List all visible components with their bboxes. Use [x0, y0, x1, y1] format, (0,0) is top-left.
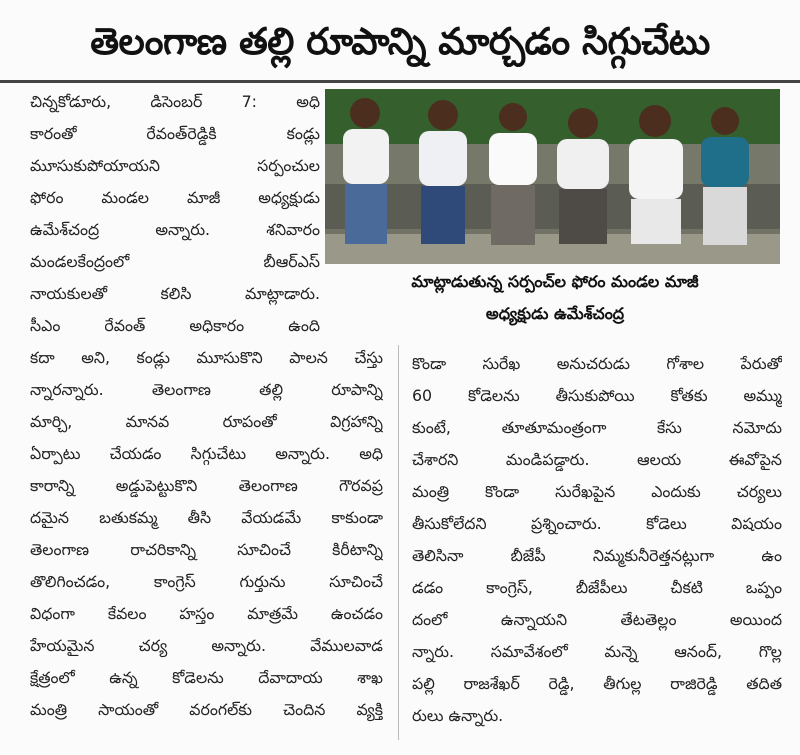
text-line: ఫోరం మండల మాజీ అధ్యక్షుడు: [30, 188, 320, 207]
headline: తెలంగాణ తల్లి రూపాన్ని మార్చడం సిగ్గుచేటు: [90, 20, 710, 63]
text-line: కదా అని, కండ్లు మూసుకొని పాలన చేస్తు: [30, 348, 383, 367]
text-line: తెలిసినా బీజేపీ నిమ్మకునీరెత్తనట్లుగా ఉం: [412, 546, 782, 565]
photo-illustration: [325, 89, 780, 264]
text-line: కొండా సురేఖ అనుచరుడు గోశాల పేరుతో: [412, 354, 782, 373]
caption-line: అధ్యక్షుడు ఉమేశ్‌చంద్ర: [485, 304, 625, 323]
headline-rule: [0, 80, 800, 83]
text-line: నాయకులతో కలిసి మాట్లాడారు.: [30, 284, 320, 303]
news-photo: [325, 89, 780, 264]
text-line: పల్లి రాజశేఖర్ రెడ్డి, తీగుల్ల రాజిరెడ్డి తదిత: [412, 674, 782, 693]
text-line: మండలకేంద్రంలో బీఆర్‌ఎస్: [30, 252, 320, 271]
text-line: న్నారన్నారు. తెలంగాణ తల్లి రూపాన్ని: [30, 380, 383, 399]
text-line: చేశారని మండిపడ్డారు. ఆలయ ఈవోపైన: [412, 450, 782, 469]
text-line: దమైన బతుకమ్మ తీసి వేయడమే కాకుండా: [30, 508, 383, 527]
text-line: సీఎం రేవంత్ అధికారం ఉంది: [30, 316, 320, 335]
text-line: విధంగా కేవలం హస్తం మాత్రమే ఉంచడం: [30, 604, 383, 623]
text-line: మార్చి, మానవ రూపంతో విగ్రహాన్ని: [30, 412, 383, 431]
text-line: మంత్రి కొండా సురేఖపైన ఎందుకు చర్యలు: [412, 482, 782, 501]
left-column: [30, 86, 383, 726]
text-line: డడం కాంగ్రెస్, బీజేపీలు చీకటి ఒప్పం: [412, 578, 782, 597]
text-line: క్షేత్రంలో ఉన్న కోడెలను దేవాదాయ శాఖ: [30, 668, 383, 687]
text-line: కారాన్ని అడ్డుపెట్టుకొని తెలంగాణ గౌరవప్ర: [30, 476, 383, 495]
text-line: తీసుకోలేదని ప్రశ్నించారు. కోడెలు విషయం: [412, 514, 782, 533]
text-line: న్నారు. సమావేశంలో మన్నె ఆనంద్, గొల్ల: [412, 642, 782, 661]
text-line: దంలో ఉన్నాయని తేటతెల్లం అయింద: [412, 610, 782, 629]
text-line: ఉమేశ్‌చంద్ర అన్నారు. శనివారం: [30, 220, 320, 239]
photo-caption: [330, 266, 780, 336]
text-line: 60 కోడెలను తీసుకుపోయి కోతకు అమ్ము: [412, 386, 782, 405]
text-line: తొలిగించడం, కాంగ్రెస్ గుర్తును సూచించే: [30, 572, 383, 591]
text-line: కుంటే, తూతూమంత్రంగా కేసు నమోదు: [412, 418, 782, 437]
text-line: మంత్రి సాయంతో వరంగల్‌కు చెందిన వ్యక్తి: [30, 700, 383, 719]
text-line: రులు ఉన్నారు.: [412, 706, 504, 725]
text-line: కారంతో రేవంత్‌రెడ్డికి కండ్లు: [30, 124, 320, 143]
text-line: తెలంగాణ రాచరికాన్ని సూచించే కిరీటాన్ని: [30, 540, 383, 559]
text-line: చిన్నకోడూరు, డిసెంబర్ 7: అధి: [30, 92, 320, 111]
text-line: మూసుకుపోయాయని సర్పంచుల: [30, 156, 320, 175]
right-column: [412, 348, 782, 732]
column-divider: [398, 345, 399, 740]
text-line: హేయమైన చర్య అన్నారు. వేములవాడ: [30, 636, 383, 655]
text-line: ఏర్పాటు చేయడం సిగ్గుచేటు అన్నారు. అధి: [30, 444, 383, 463]
caption-line: మాట్లాడుతున్న సర్పంచ్‌ల ఫోరం మండల మాజీ: [411, 272, 699, 291]
